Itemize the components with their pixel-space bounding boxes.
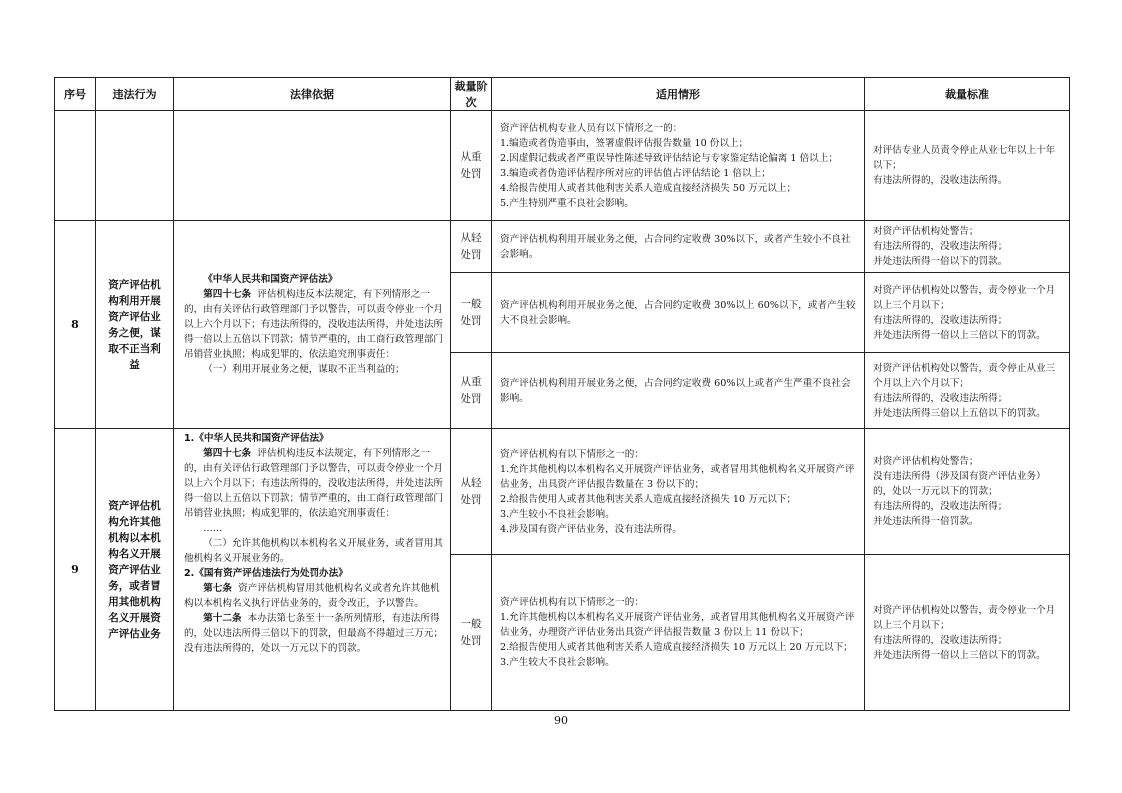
row8-no: 8 xyxy=(55,221,96,429)
page-number: 90 xyxy=(554,714,568,727)
row8-tier2-standard: 对资产评估机构处以警告，责令停业一个月以上三个月以下； 有违法所得的，没收违法所得； 并处违法所得一倍以上三倍以下的罚款。 xyxy=(865,273,1070,353)
header-case: 适用情形 xyxy=(492,78,865,111)
row8-tier3-standard: 对资产评估机构处以警告，责令停止从业三个月以上六个月以下； 有违法所得的，没收违法所得； 并处违法所得三倍以上五倍以下的罚款。 xyxy=(865,353,1070,429)
row9-tier1 xyxy=(55,429,1070,555)
header-row xyxy=(55,78,1070,111)
row8-tier2-label: 一般处罚 xyxy=(451,273,492,353)
header-no: 序号 xyxy=(55,78,96,111)
row8-tier1-case: 资产评估机构利用开展业务之便，占合同约定收费 30%以下，或者产生较小不良社会影响。 xyxy=(492,221,865,273)
row8-tier1-standard: 对资产评估机构处警告； 有违法所得的，没收违法所得； 并处违法所得一倍以下的罚款。 xyxy=(865,221,1070,273)
row9-no: 9 xyxy=(55,429,96,711)
row8-tier3-label: 从重处罚 xyxy=(451,353,492,429)
header-standard: 裁量标准 xyxy=(865,78,1070,111)
header-basis: 法律依据 xyxy=(174,78,451,111)
header-tier: 裁量阶次 xyxy=(451,78,492,111)
row8-tier2-case: 资产评估机构利用开展业务之便，占合同约定收费 30%以上 60%以下，或者产生较大不良社会影响。 xyxy=(492,273,865,353)
row8-behavior: 资产评估机构利用开展资产评估业务之便，谋取不正当利益 xyxy=(96,221,174,429)
row9-tier2-standard: 对资产评估机构处以警告，责令停业一个月以上三个月以下； 有违法所得的，没收违法所得； 并处违法所得一倍以上三倍以下的罚款。 xyxy=(865,555,1070,711)
cont-standard: 对评估专业人员责令停止从业七年以上十年以下； 有违法所得的，没收违法所得。 xyxy=(865,111,1070,221)
row8-tier1-label: 从轻处罚 xyxy=(451,221,492,273)
penalty-table xyxy=(54,77,1070,711)
header-behavior: 违法行为 xyxy=(96,78,174,111)
cont-no-cell xyxy=(55,111,96,221)
row9-tier1-standard: 对资产评估机构处警告； 没有违法所得（涉及国有资产评估业务）的，处以一万元以下的罚款； 有违法所得的，没收违法所得； 并处违法所得一倍罚款。 xyxy=(865,429,1070,555)
row9-tier2-label: 一般处罚 xyxy=(451,555,492,711)
cont-behavior-cell xyxy=(96,111,174,221)
row9-tier1-case: 资产评估机构有以下情形之一的： 1.允许其他机构以本机构名义开展资产评估业务，或者冒用其他机构名义开展资产评估业务，出具资产评估报告数量在 3 份以下的； 2.给报告使用人或者其他利害关系人造成直接经济损失 10 万元以下； 3.产生较小不良社会影响。 4.涉及国有资产评估业务，没有违法所得。 xyxy=(492,429,865,555)
row9-tier2-case: 资产评估机构有以下情形之一的： 1.允许其他机构以本机构名义开展资产评估业务，或者冒用其他机构名义开展资产评估业务，办理资产评估业务出具资产评估报告数量 3 份以上 11 份以下； 2.给报告使用人或者其他利害关系人造成直接经济损失 10 万元以上 20 万元以下； 3.产生较大不良社会影响。 xyxy=(492,555,865,711)
row9-behavior: 资产评估机构允许其他机构以本机构名义开展资产评估业务，或者冒用其他机构名义开展资产评估业务 xyxy=(96,429,174,711)
cont-basis-cell xyxy=(174,111,451,221)
row8-basis: 《中华人民共和国资产评估法》 第四十七条 评估机构违反本法规定，有下列情形之一的，由有关评估行政管理部门予以警告，可以责令停业一个月以上六个月以下；有违法所得的，没收违法所得，并处违法所得一倍以上五倍以下罚款；情节严重的，由工商行政管理部门吊销营业执照；构成犯罪的，依法追究刑事责任： （一）利用开展业务之便，谋取不正当利益的； xyxy=(174,221,451,429)
row9-basis: 1.《中华人民共和国资产评估法》 第四十七条 评估机构违反本法规定，有下列情形之一的，由有关评估行政管理部门予以警告，可以责令停业一个月以上六个月以下；有违法所得的，没收违法所得，并处违法所得一倍以上五倍以下罚款；情节严重的，由工商行政管理部门吊销营业执照；构成犯罪的，依法追究刑事责任： …… （二）允许其他机构以本机构名义开展业务，或者冒用其他机构名义开展业务的。 2.《国有资产评估违法行为处罚办法》 第七条 资产评估机构冒用其他机构名义或者允许其他机构以本机构名义执行评估业务的，责令改正，予以警告。 第十二条 本办法第七条至十一条所列情形，有违法所得的，处以违法所得三倍以下的罚款，但最高不得超过三万元；没有违法所得的，处以一万元以下的罚款。 xyxy=(174,429,451,711)
continuation-row xyxy=(55,111,1070,221)
cont-tier: 从重处罚 xyxy=(451,111,492,221)
cont-case: 资产评估机构专业人员有以下情形之一的： 1.编造或者伪造事由，签署虚假评估报告数量 10 份以上； 2.因虚假记载或者严重误导性陈述导致评估结论与专家鉴定结论偏离 1 倍以上； 3.编造或者伪造评估程序所对应的评估值占评估结论 1 倍以上； 4.给报告使用人或者其他利害关系人造成直接经济损失 50 万元以上； 5.产生特别严重不良社会影响。 xyxy=(492,111,865,221)
row8-tier1 xyxy=(55,221,1070,273)
row8-tier3-case: 资产评估机构利用开展业务之便，占合同约定收费 60%以上或者产生严重不良社会影响。 xyxy=(492,353,865,429)
row9-tier1-label: 从轻处罚 xyxy=(451,429,492,555)
